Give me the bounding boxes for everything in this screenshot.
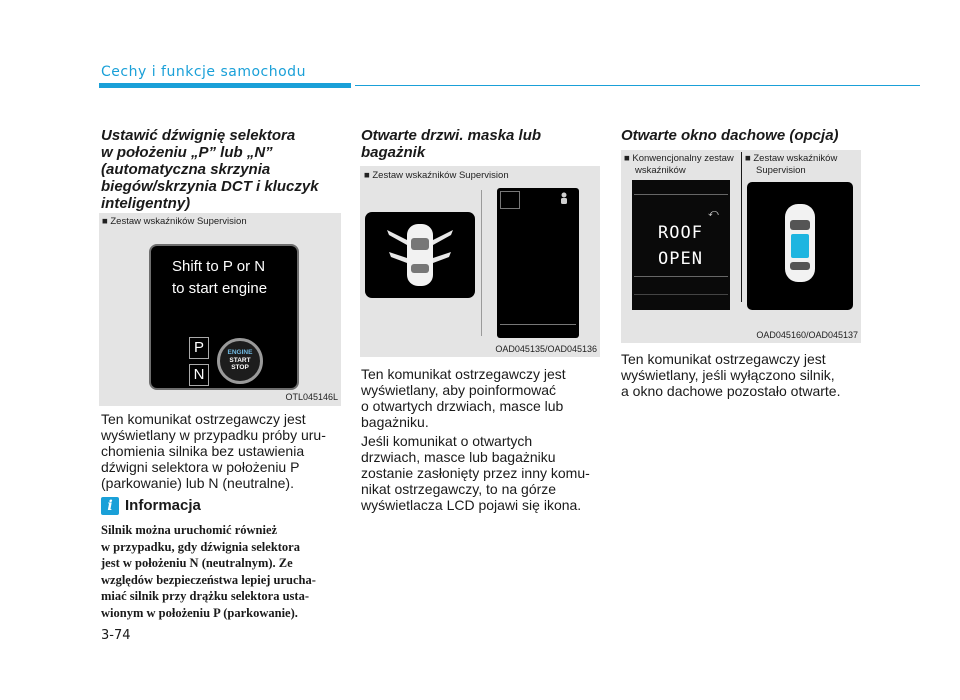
sunroof-open-car-icon bbox=[747, 182, 853, 310]
heading-open-doors: Otwarte drzwi. maska lub bagażnik bbox=[361, 127, 542, 161]
figure-code: OTL045146L bbox=[285, 392, 338, 402]
heading-sunroof-open: Otwarte okno dachowe (opcja) bbox=[621, 127, 839, 144]
conventional-lcd bbox=[632, 180, 730, 310]
info-title: Informacja bbox=[125, 497, 201, 514]
roof-arrow-icon: ⤺ bbox=[708, 208, 719, 219]
body-open-doors-icon: Jeśli komunikat o otwartych drzwiach, masce lub bagażniku zostanie zasłonięty przez inny komu- nikat ostrzegawczy, to na górze wyświetlacza LCD pojawi się ikona. bbox=[361, 433, 590, 513]
cluster-screen-tall bbox=[497, 188, 579, 338]
figure-shift-warning bbox=[99, 213, 341, 406]
figure-label: ■ Zestaw wskaźników Supervision bbox=[102, 216, 247, 227]
body-shift-warning: Ten komunikat ostrzegawczy jest wyświetlany w przypadku próby uru- chomienia silnika bez ustawienia dźwigni selektora w położeniu P (parkowanie) lub N (neutralne). bbox=[101, 411, 326, 491]
header-rule bbox=[355, 85, 920, 86]
header-accent-bar bbox=[99, 83, 351, 88]
figure-sunroof bbox=[621, 150, 861, 343]
body-sunroof: Ten komunikat ostrzegawczy jest wyświetlany, jeśli wyłączono silnik, a okno dachowe pozostało otwarte. bbox=[621, 351, 841, 399]
figure-code: OAD045135/OAD045136 bbox=[495, 344, 597, 354]
heading-shift-to-p-or-n: Ustawić dźwignię selektora w położeniu „P” lub „N” (automatyczna skrzynia biegów/skrzynia DCT i kluczyk inteligentny) bbox=[101, 127, 319, 212]
door-warning-icon bbox=[559, 191, 569, 203]
figure-label: ■ Zestaw wskaźników Supervision bbox=[364, 170, 509, 181]
cluster-screen-sunroof bbox=[747, 182, 853, 310]
body-open-doors: Ten komunikat ostrzegawczy jest wyświetlany, aby poinformować o otwartych drzwiach, masce lub bagażniku. bbox=[361, 366, 566, 430]
screen-message: Shift to P or N to start engine bbox=[172, 258, 268, 297]
gear-p-indicator: P bbox=[189, 337, 209, 359]
section-title: Cechy i funkcje samochodu bbox=[101, 64, 306, 80]
lcd-text: ROOF OPEN bbox=[658, 223, 703, 269]
engine-start-stop-icon: ENGINE START STOP bbox=[217, 338, 263, 384]
info-icon: i bbox=[101, 497, 119, 515]
cluster-screen-car bbox=[365, 212, 475, 298]
open-doors-car-icon bbox=[365, 212, 475, 298]
page-number: 3-74 bbox=[101, 628, 131, 643]
figure-label-conventional: ■ Konwencjonalny zestaw wskaźników bbox=[624, 153, 734, 176]
info-text: Silnik można uruchomić również w przypadku, gdy dźwignia selektora jest w położeniu N (neutralnym). Ze względów bezpieczeństwa lepiej urucha- miać silnik przy drążku selektora usta- wionym w położeniu P (parkowanie). bbox=[101, 523, 316, 620]
figure-code: OAD045160/OAD045137 bbox=[756, 330, 858, 340]
figure-label-supervision: ■ Zestaw wskaźników Supervision bbox=[745, 153, 838, 176]
gear-n-indicator: N bbox=[189, 364, 209, 386]
cluster-screen bbox=[149, 244, 299, 390]
figure-open-doors bbox=[360, 166, 600, 357]
